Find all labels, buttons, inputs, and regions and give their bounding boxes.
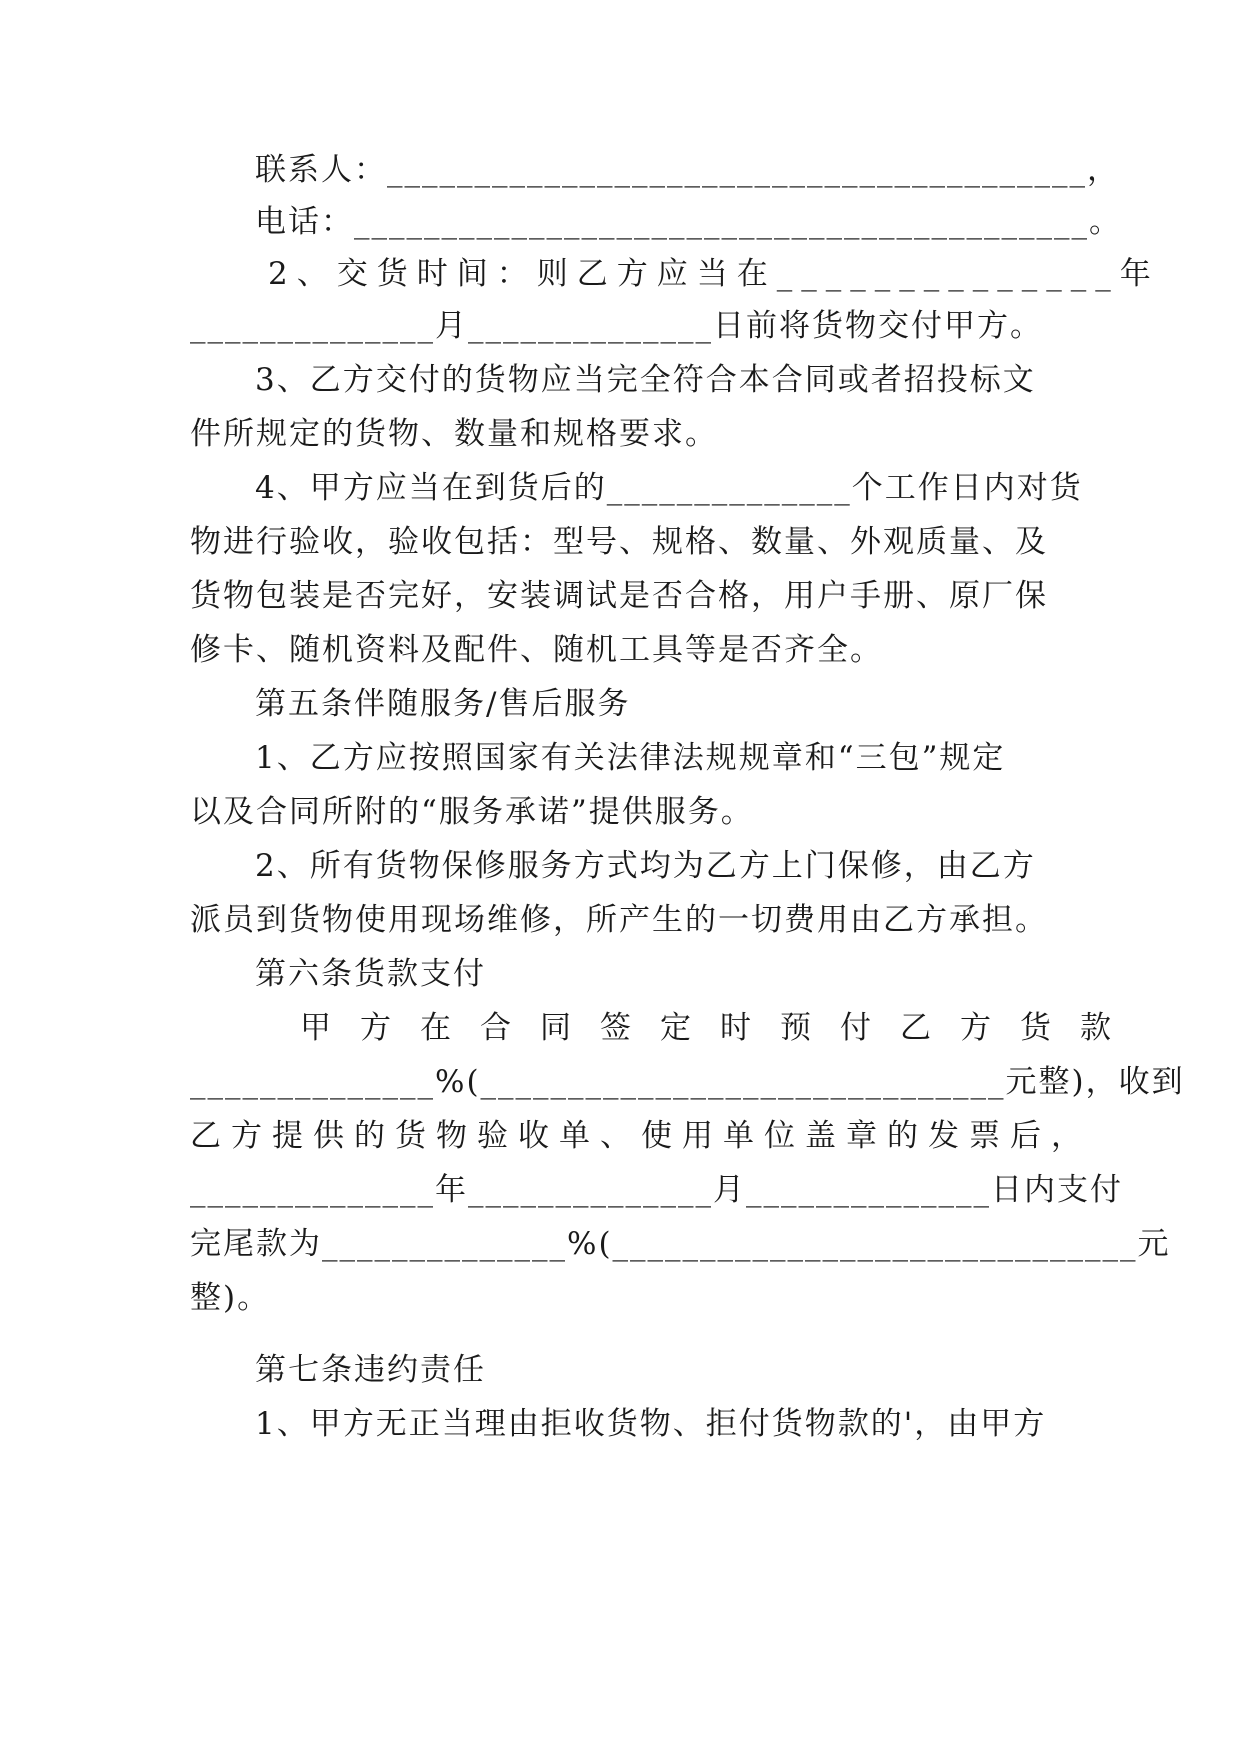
clause-3-line-2: 件所规定的货物、数量和规格要求。 [190,416,718,452]
article-6-heading: 第六条货款支付 [255,956,486,992]
article-6-line-6: 整)。 [190,1280,271,1316]
contact-person-line: 联系人：________________________________________， [255,152,1120,188]
delivery-time-line: 2、交货时间：则乙方应当在______________年 [268,256,1160,292]
article-6-line-2: ______________%(______________________________元整)，收到 [190,1064,1185,1100]
delivery-date-line: ______________月______________日前将货物交付甲方。 [190,308,1043,344]
clause-4-line-3: 货物包装是否完好，安装调试是否合格，用户手册、原厂保 [190,578,1048,614]
phone-line: 电话：__________________________________________。 [255,204,1122,240]
article-5-clause-2-line-2: 派员到货物使用现场维修，所产生的一切费用由乙方承担。 [190,902,1048,938]
article-7-heading: 第七条违约责任 [255,1352,486,1388]
article-6-line-1: 甲方在合同签定时预付乙方货款 [300,1010,1140,1046]
clause-3-line-1: 3、乙方交付的货物应当完全符合本合同或者招投标文 [255,362,1036,398]
article-5-clause-1-line-2: 以及合同所附的“服务承诺”提供服务。 [190,794,754,830]
article-7-clause-1-line-1: 1、甲方无正当理由拒收货物、拒付货物款的'，由甲方 [255,1406,1047,1442]
article-6-line-5: 完尾款为______________%(______________________________元 [190,1226,1171,1262]
article-6-line-3: 乙方提供的货物验收单、使用单位盖章的发票后， [190,1118,1092,1154]
article-6-line-4: ______________年______________月______________日内支付 [190,1172,1123,1208]
clause-4-line-4: 修卡、随机资料及配件、随机工具等是否齐全。 [190,632,883,668]
article-5-clause-1-line-1: 1、乙方应按照国家有关法律法规规章和“三包”规定 [255,740,1006,776]
clause-4-line-1: 4、甲方应当在到货后的______________个工作日内对货 [255,470,1083,506]
clause-4-line-2: 物进行验收，验收包括：型号、规格、数量、外观质量、及 [190,524,1048,560]
article-5-heading: 第五条伴随服务/售后服务 [255,686,631,722]
article-5-clause-2-line-1: 2、所有货物保修服务方式均为乙方上门保修，由乙方 [255,848,1036,884]
